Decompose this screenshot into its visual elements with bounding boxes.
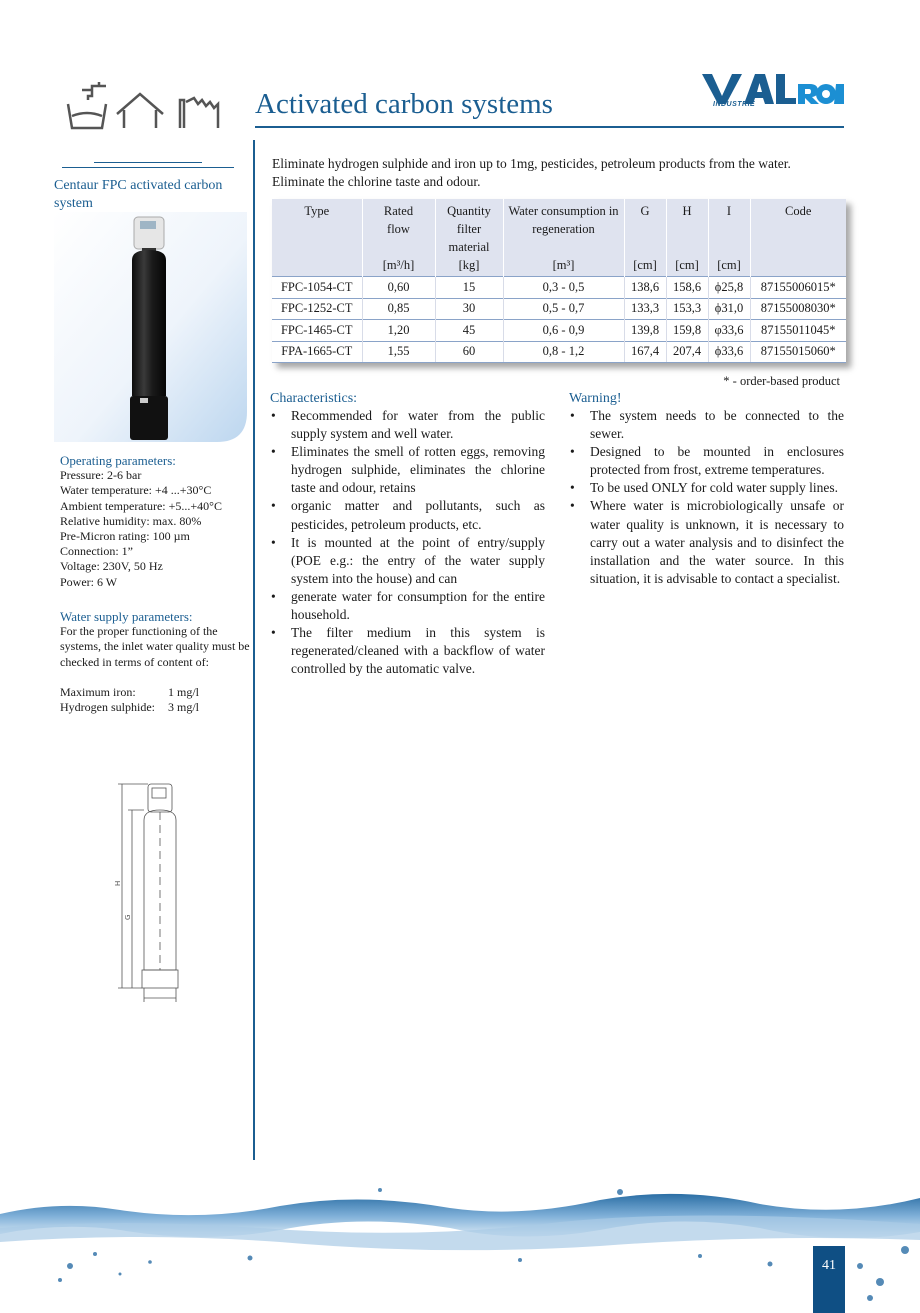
table-cell: 158,6 [666,277,708,299]
house-icon [117,94,163,128]
table-cell: 153,3 [666,298,708,320]
specs-table [272,199,846,363]
table-cell: 45 [435,320,503,342]
col-header: Code [750,199,846,277]
table-cell: 139,8 [624,320,666,342]
table-cell: 0,5 - 0,7 [503,298,624,320]
table-cell: 0,8 - 1,2 [503,341,624,363]
table-cell: ϕ33,6 [708,341,750,363]
table-cell: 87155015060* [750,341,846,363]
water-supply-heading: Water supply parameters: [60,609,193,624]
list-item: • It is mounted at the point of entry/supply (POE e.g.: the entry of the water supply system into the house) and can [270,534,545,588]
table-cell: 138,6 [624,277,666,299]
h2s-label: Hydrogen sulphide: [60,700,155,715]
table-cell: ϕ25,8 [708,277,750,299]
table-cell: φ33,6 [708,320,750,342]
table-header-row [272,199,846,277]
characteristics-heading: Characteristics: [270,391,358,406]
list-item: • To be used ONLY for cold water supply lines. [569,479,844,497]
table-row [272,320,846,342]
operating-line: Pre-Micron rating: 100 µm [60,529,190,544]
h2s-row [60,700,250,715]
table-cell: FPC-1252-CT [272,298,362,320]
operating-line: Relative humidity: max. 80% [60,513,202,528]
sidebar-rule [62,167,234,168]
table-cell: 87155006015* [750,277,846,299]
col-header: Quantity filter material [kg] [435,199,503,277]
table-cell: 1,55 [362,341,435,363]
list-item: • organic matter and pollutants, such as pesticides, petroleum products, etc. [270,497,545,533]
characteristics-column [270,390,545,678]
factory-icon [180,98,218,128]
operating-line: Water temperature: +4 ...+30°C [60,483,212,498]
list-item: • Designed to be mounted in enclosures protected from frost, extreme temperatures. [569,443,844,479]
water-splash-decoration [0,1170,920,1313]
table-cell: FPC-1465-CT [272,320,362,342]
table-cell: 159,8 [666,320,708,342]
h2s-value: 3 mg/l [168,700,200,715]
list-item: • The system needs to be connected to the sewer. [569,407,844,443]
table-cell: 0,3 - 0,5 [503,277,624,299]
col-header: Rated flow [m³/h] [362,199,435,277]
water-supply-text: For the proper functioning of the systems, the inlet water quality must be checked in terms of content of: [60,624,250,669]
table-cell: 0,60 [362,277,435,299]
sidebar-rule [94,162,202,163]
list-item: • generate water for consumption for the entire household. [270,588,545,624]
warning-column [569,390,844,588]
col-header: I [cm] [708,199,750,277]
logo-subtitle: INDUSTRIE [713,101,756,108]
operating-line: Voltage: 230V, 50 Hz [60,559,163,574]
operating-line: Power: 6 W [60,574,118,589]
warning-heading: Warning! [569,391,622,406]
table-cell: 207,4 [666,341,708,363]
product-title: Centaur FPC activated carbon system [54,178,223,211]
table-cell: 30 [435,298,503,320]
list-item: • Recommended for water from the public supply system and well water. [270,407,545,443]
iron-value: 1 mg/l [168,684,200,699]
title-rule [255,126,844,128]
table-cell: 167,4 [624,341,666,363]
table-cell: 133,3 [624,298,666,320]
dimension-drawing [110,780,190,1010]
intro-text: Eliminate hydrogen sulphide and iron up to 1mg, pesticides, petroleum products from the water. Eliminate the chlorine taste and odour. [272,156,791,189]
table-cell: 87155011045* [750,320,846,342]
table-cell: 15 [435,277,503,299]
table-cell: 87155008030* [750,298,846,320]
col-header: H [cm] [666,199,708,277]
vertical-divider [253,140,255,1160]
table-cell: 0,6 - 0,9 [503,320,624,342]
iron-row [60,685,250,700]
list-item: • Where water is microbiologically unsafe or water quality is unknown, it is necessary to carry out a water analysis and to disinfect the installation and the water source. In this situation, it is advisable to contact a specialist. [569,497,844,587]
dim-label-h: H [114,880,122,886]
col-header: G [cm] [624,199,666,277]
page-number: 41 [813,1246,845,1313]
operating-heading: Operating parameters: [60,453,176,468]
operating-parameters [60,453,250,590]
list-item: • The filter medium in this system is regenerated/cleaned with a backflow of water controlled by the automatic valve. [270,624,545,678]
list-item: • Eliminates the smell of rotten eggs, removing hydrogen sulphide, eliminates the chlorine taste and odour, retains [270,443,545,497]
operating-line: Connection: 1” [60,544,133,559]
table-cell: 60 [435,341,503,363]
water-supply-parameters [60,609,250,715]
table-row [272,298,846,320]
table-cell: FPC-1054-CT [272,277,362,299]
table-row [272,341,846,363]
application-icons [62,80,222,130]
iron-label: Maximum iron: [60,684,136,699]
table-cell: ϕ31,0 [708,298,750,320]
table-cell: 0,85 [362,298,435,320]
operating-line: Ambient temperature: +5...+40°C [60,498,222,513]
operating-line: Pressure: 2-6 bar [60,468,142,483]
page-title: Activated carbon systems [255,88,553,120]
col-header: Type [272,199,362,277]
table-row [272,277,846,299]
table-cell: FPA-1665-CT [272,341,362,363]
dim-label-g: G [124,914,132,920]
product-image [54,212,247,442]
table-note: * - order-based product [723,374,840,388]
water-tap-icon [68,82,106,128]
table-cell: 1,20 [362,320,435,342]
col-header: Water consumption in regeneration [m³] [503,199,624,277]
